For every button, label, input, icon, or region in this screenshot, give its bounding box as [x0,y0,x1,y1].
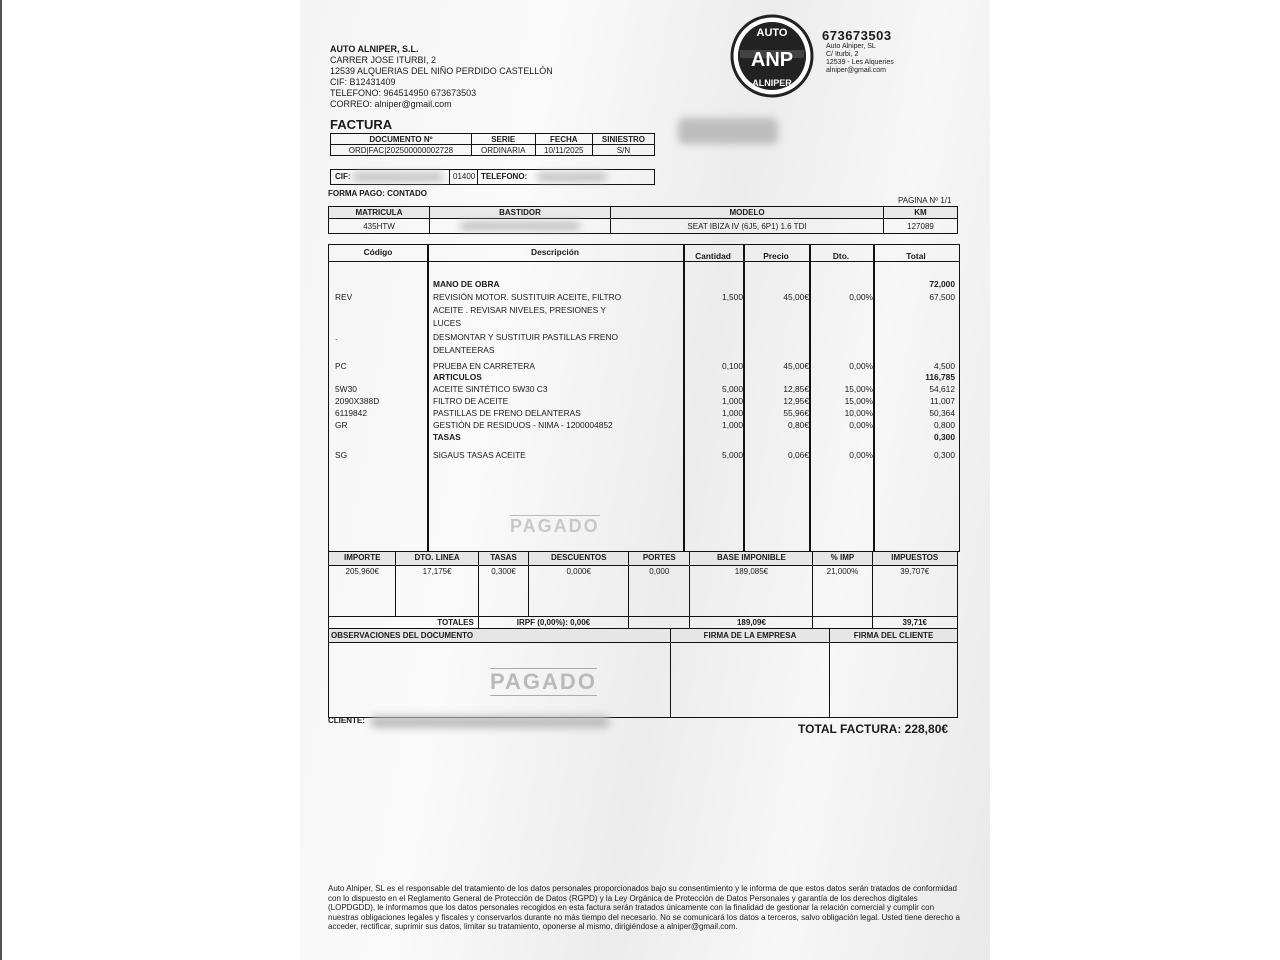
line-desc: ACEITE . REVISAR NIVELES, PRESIONES Y [433,305,606,315]
base-imponible-value: 189,085€ [690,566,813,617]
line-dto: 15,00% [844,384,873,394]
redacted-phone [537,173,607,181]
table-row [329,345,959,356]
table-row [329,420,959,431]
company-city: 12539 ALQUERIAS DEL NIÑO PERDIDO CASTELLÓN [330,66,553,76]
line-desc: DESMONTAR Y SUSTITUIR PASTILLAS FRENO [433,332,619,342]
line-total: 0,300 [934,432,955,442]
line-dto: 0,00% [849,292,873,302]
header-codigo: Código [363,247,393,257]
image-border [0,0,2,960]
redacted-client-name [370,716,610,728]
line-total: 67,500 [929,292,955,302]
siniestro-value: S/N [592,145,654,156]
table-row [329,361,959,372]
line-dto: 10,00% [844,408,873,418]
line-total: 0,800 [934,420,955,430]
line-qty: 0,100 [722,361,743,371]
company-logo-icon [730,14,814,98]
portes-value: 0,000 [629,566,690,617]
header-precio: Precio [763,251,789,261]
line-qty: 1,000 [722,420,743,430]
table-row [329,432,959,443]
line-qty: 1,000 [722,408,743,418]
table-row [329,279,959,290]
line-total: 72,000 [929,279,955,289]
logo-line: 12539 - Les Alqueries [826,59,894,66]
paid-stamp: PAGADO [490,669,597,694]
importe-value: 205,960€ [329,566,396,617]
header-tasas: TASAS [478,552,528,566]
summary-table [328,551,958,631]
impuestos-value: 39,707€ [872,566,957,617]
date-value: 10/11/2025 [535,145,592,156]
line-total: 116,785 [925,372,955,382]
legal-notice: Auto Alniper, SL es el responsable del tratamiento de los datos personales proporcionados bajo su consentimiento y le informa de que estos datos serán tratados de conformidad con lo dispuesto en el Reglamento General de Protección de Datos (RGPD) y la Ley Orgánica de Protección de Datos Personales y garantía de los derechos digitales (LOPDGDD), le informamos que los datos personales recogidos en esta factura serán tratados únicamente con la finalidad de gestionar la relación comercial y cumplir con nuestras obligaciones legales y fiscales y conservarlos durante no más tiempo del necesario. No se comunicará los datos a terceros, salvo obligación legal. Usted tiene derecho a acceder, rectificar, suprimir sus datos, limitar su tratamiento, oponerse al mismo, dirigiéndose a alniper@gmail.com. [328,884,960,931]
header-matricula: MATRICULA [329,207,430,219]
logo-line: Auto Alniper, SL [826,43,876,50]
logo-contact [822,28,894,75]
line-total: 11,007 [930,396,955,406]
line-code: . [335,332,338,342]
header-serie: SERIE [471,134,535,145]
line-dto: 0,00% [849,361,873,371]
line-total: 0,300 [934,450,955,460]
cliente-label: CLIENTE: [328,716,365,725]
header-bastidor: BASTIDOR [430,207,611,219]
line-price: 55,96€ [783,408,809,418]
firma-empresa-area [671,643,830,718]
client-id-box [330,169,655,185]
line-qty: 5,000 [722,384,743,394]
document-info-table [330,133,655,156]
company-name: AUTO ALNIPER, S.L. [330,44,419,54]
header-pct-imp: % IMP [813,552,872,566]
header-total: Total [906,251,926,261]
header-importe: IMPORTE [329,552,396,566]
line-desc: SIGAUS TASAS ACEITE [433,450,526,460]
company-phone: TELEFONO: 964514950 673673503 [330,88,477,98]
impuestos-total: 39,71€ [872,617,957,631]
header-documento: DOCUMENTO Nº [331,134,472,145]
logo-line: C/ Iturbi, 2 [826,51,859,58]
bastidor-value [430,219,611,234]
km-value: 127089 [884,219,958,234]
header-siniestro: SINIESTRO [592,134,654,145]
header-impuestos: IMPUESTOS [872,552,957,566]
header-modelo: MODELO [611,207,884,219]
line-price: 12,85€ [783,384,809,394]
observations-table [328,628,958,718]
postal-code: 01400 [453,172,476,181]
serie-value: ORDINARIA [471,145,535,156]
company-email: CORREO: alniper@gmail.com [330,99,452,109]
line-price: 12,95€ [783,396,809,406]
line-qty: 5,000 [722,450,743,460]
line-price: 0,06€ [788,450,809,460]
line-desc: ACEITE SINTÉTICO 5W30 C3 [433,384,548,394]
base-total: 189,09€ [690,617,813,631]
invoice-title: FACTURA [330,117,393,132]
logo-phone: 673673503 [822,28,892,43]
line-price: 45,00€ [783,361,809,371]
line-code: 6119842 [335,408,367,418]
line-desc: DELANTEERAS [433,345,495,355]
line-qty: 1,500 [722,292,743,302]
line-desc: MANO DE OBRA [433,279,500,289]
line-desc: GESTIÓN DE RESIDUOS - NIMA - 1200004852 [433,420,613,430]
header-dto: Dto. [832,251,850,261]
tasas-value: 0,300€ [478,566,528,617]
table-row [329,332,959,343]
logo-monogram: ANP [750,49,794,71]
line-price: 0,80€ [788,420,809,430]
line-total: 4,500 [934,361,955,371]
line-dto: 0,00% [849,450,873,460]
header-descripcion: Descripción [531,247,579,257]
line-dto: 15,00% [844,396,873,406]
header-descuentos: DESCUENTOS [529,552,629,566]
cif-label: CIF: [335,172,351,181]
table-row [329,372,959,383]
document-number: ORD|FAC|202500000002728 [331,145,472,156]
total-factura: TOTAL FACTURA: 228,80€ [798,722,949,736]
header-dto-linea: DTO. LINEA [396,552,478,566]
line-code: 2090X388D [335,396,380,406]
line-desc: PRUEBA EN CARRETERA [433,361,535,371]
line-desc: ARTICULOS [433,372,482,382]
company-address: CARRER JOSE ITURBI, 2 [330,55,437,65]
observations-label: OBSERVACIONES DEL DOCUMENTO [329,629,671,643]
line-desc: TASAS [433,432,461,442]
table-row [329,305,959,316]
line-dto: 0,00% [849,420,873,430]
payment-method: FORMA PAGO: CONTADO [328,189,427,198]
page-number: PAGINA Nº 1/1 [898,196,952,205]
line-price: 45,00€ [783,292,809,302]
line-desc: PASTILLAS DE FRENO DELANTERAS [433,408,581,418]
firma-empresa-label: FIRMA DE LA EMPRESA [671,629,830,643]
line-desc: LUCES [433,318,461,328]
table-row [329,318,959,329]
header-km: KM [884,207,958,219]
logo-bottom-text: ALNIPER [752,78,792,88]
line-desc: REVISIÓN MOTOR. SUSTITUIR ACEITE, FILTRO [433,292,622,302]
header-portes: PORTES [629,552,690,566]
descuentos-value: 0,000€ [529,566,629,617]
table-row [329,450,959,461]
line-total: 54,612 [929,384,955,394]
table-row [329,292,959,303]
header-fecha: FECHA [535,134,592,145]
redacted-cif [353,173,443,181]
line-qty: 1,000 [722,396,743,406]
company-info [330,44,553,110]
logo-top-text: AUTO [756,27,788,39]
invoice-lines-table [328,244,960,552]
header-cantidad: Cantidad [695,251,731,261]
matricula-value: 435HTW [329,219,430,234]
line-code: GR [335,420,348,430]
table-row [329,396,959,407]
line-code: PC [335,361,347,371]
table-row [329,408,959,419]
table-row [329,384,959,395]
firma-cliente-area [830,643,958,718]
phone-label: TELEFONO: [481,172,528,181]
line-total: 50,364 [929,408,955,418]
pct-imp-value: 21,000% [813,566,872,617]
paid-stamp: PAGADO [510,516,600,536]
header-base-imponible: BASE IMPONIBLE [690,552,813,566]
redacted-recipient [678,118,778,144]
irpf-value: IRPF (0,00%): 0,00€ [478,617,628,631]
dto-linea-value: 17,175€ [396,566,478,617]
totales-label: TOTALES [329,617,479,631]
line-desc: FILTRO DE ACEITE [433,396,509,406]
modelo-value: SEAT IBIZA IV (6J5, 6P1) 1.6 TDI [611,219,884,234]
line-code: 5W30 [335,384,357,394]
vehicle-table [328,206,958,234]
line-code: REV [335,292,353,302]
company-cif: CIF: B12431409 [330,77,396,87]
logo-line: alniper@gmail.com [826,67,887,74]
line-code: SG [335,450,348,460]
firma-cliente-label: FIRMA DEL CLIENTE [830,629,958,643]
